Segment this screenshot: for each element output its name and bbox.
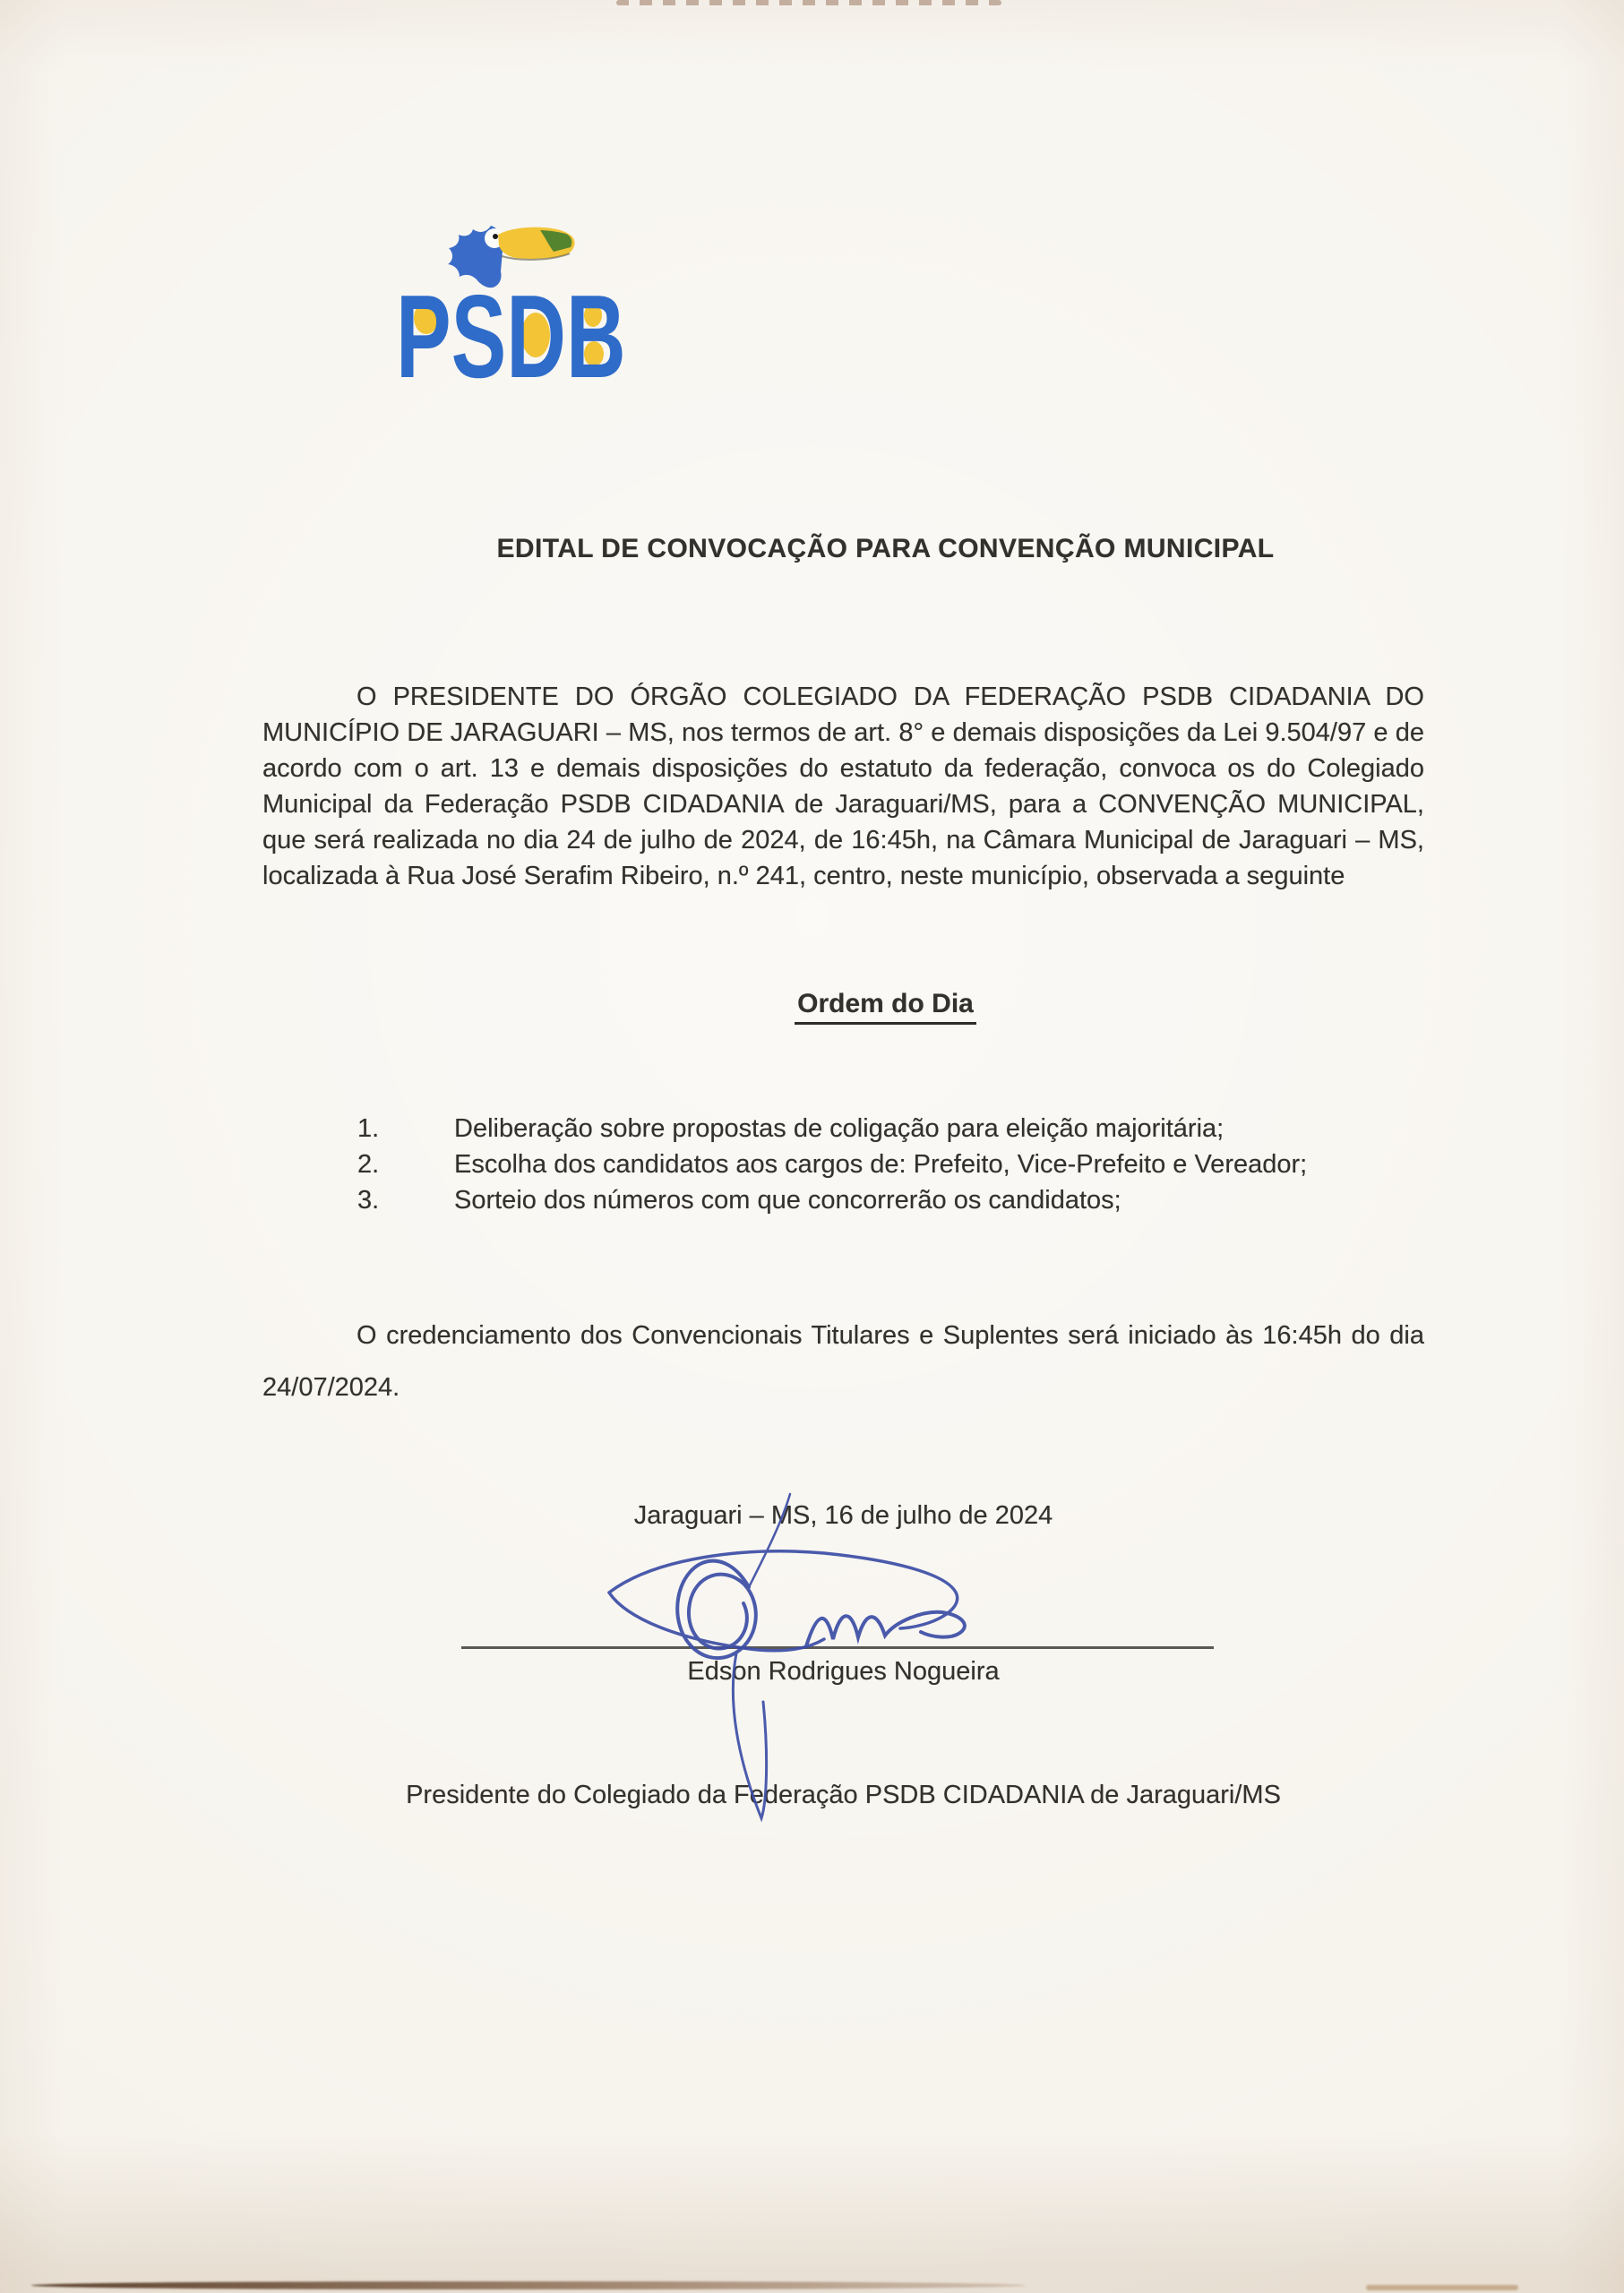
agenda-item-text: Sorteio dos números com que concorrerão os candidatos; bbox=[454, 1186, 1121, 1215]
agenda-item-text: Deliberação sobre propostas de coligação para eleição majoritária; bbox=[454, 1114, 1224, 1143]
agenda-item-text: Escolha dos candidatos aos cargos de: Prefeito, Vice-Prefeito e Vereador; bbox=[454, 1150, 1308, 1179]
signer-name: Edson Rodrigues Nogueira bbox=[687, 1657, 1000, 1686]
agenda-item bbox=[357, 1146, 1424, 1182]
signature-icon bbox=[448, 1460, 1182, 1908]
dateline: Jaraguari – MS, 16 de julho de 2024 bbox=[633, 1501, 1053, 1530]
agenda-item bbox=[357, 1111, 1424, 1146]
agenda-item-number: 1. bbox=[357, 1114, 380, 1143]
agenda-item-number: 3. bbox=[357, 1186, 380, 1215]
opening-paragraph: O PRESIDENTE DO ÓRGÃO COLEGIADO DA FEDERAÇÃO PSDB CIDADANIA DO MUNICÍPIO DE JARAGUARI – MS, nos termos de art. 8° e demais disposições da Lei 9.504/97 e de acordo com o art. 13 e demais disposições do estatuto da federação, convoca os do Colegiado Municipal da Federação PSDB CIDADANIA de Jaraguari/MS, para a CONVENÇÃO MUNICIPAL, que será realizada no dia 24 de julho de 2024, de 16:45h, na Câmara Municipal de Jaraguari – MS, localizada à Rua José Serafim Ribeiro, n.º 241, centro, neste município, observada a seguinte bbox=[262, 683, 1424, 890]
logo-wordmark: PSDB bbox=[396, 271, 626, 401]
scan-edge-bottom-right bbox=[1366, 2285, 1518, 2290]
agenda-item bbox=[357, 1182, 1424, 1218]
signer-role: Presidente do Colegiado da Federação PSDB CIDADANIA de Jaraguari/MS bbox=[406, 1781, 1281, 1809]
scan-edge-bottom bbox=[31, 2281, 1026, 2289]
psdb-logo bbox=[394, 222, 663, 401]
agenda-item-number: 2. bbox=[357, 1150, 380, 1179]
toucan-eye bbox=[493, 234, 498, 239]
signature-ink bbox=[448, 1460, 1182, 1908]
agenda-heading-wrap bbox=[305, 989, 1466, 1025]
document-title: EDITAL DE CONVOCAÇÃO PARA CONVENÇÃO MUNICIPAL bbox=[496, 534, 1275, 563]
agenda-heading: Ordem do Dia bbox=[795, 989, 976, 1025]
toucan-logo-icon bbox=[394, 222, 663, 401]
scan-edge-top bbox=[616, 0, 1001, 5]
agenda-list bbox=[357, 1111, 1424, 1218]
closing-paragraph: O credenciamento dos Convencionais Titulares e Suplentes será iniciado às 16:45h do dia 24/07/2024. bbox=[262, 1321, 1424, 1402]
